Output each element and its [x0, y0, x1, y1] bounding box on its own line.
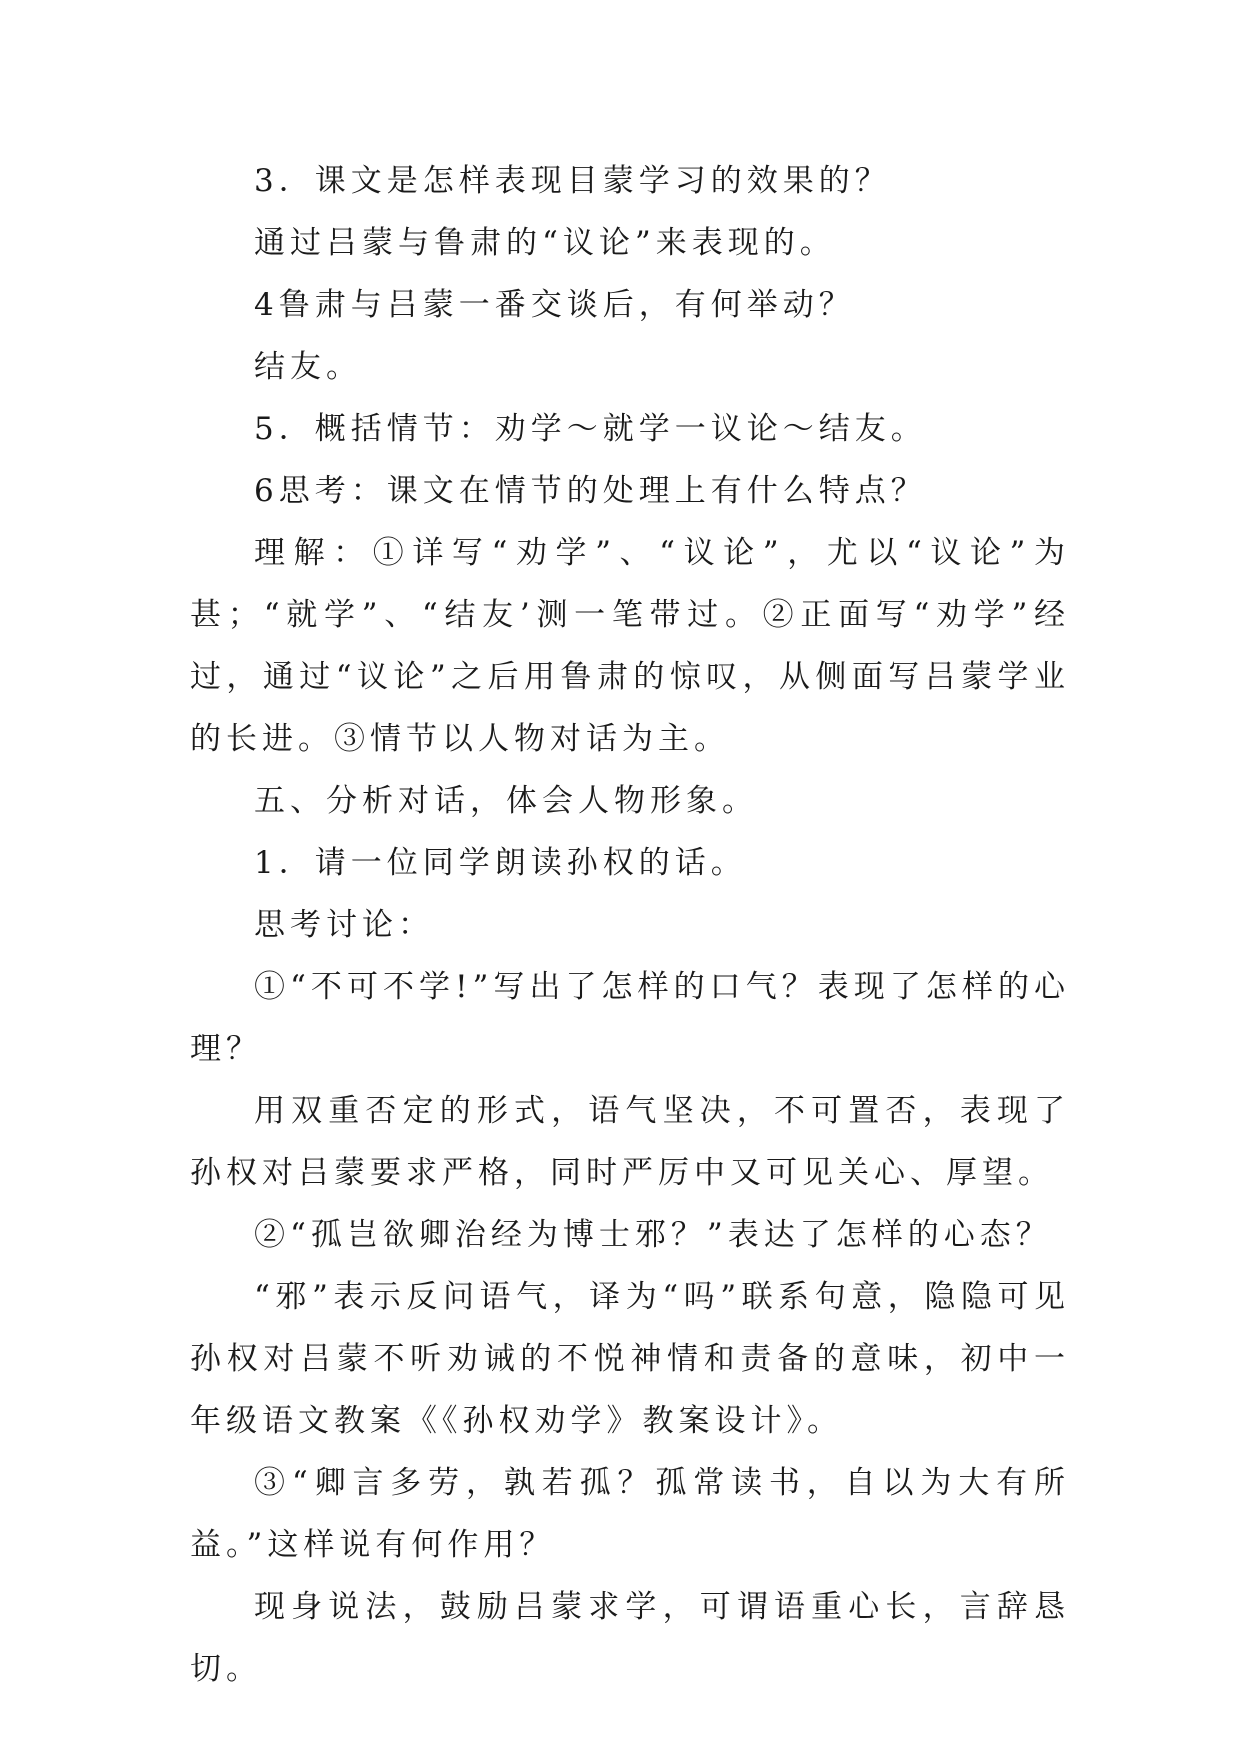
section-5-heading: 五、分析对话，体会人物形象。 [254, 783, 758, 819]
discussion-label: 思考讨论： [254, 907, 434, 943]
discussion-question-1: ①“不可不学!”写出了怎样的口气？表现了怎样的心理？ [190, 969, 1070, 1067]
discussion-answer-2: “邪”表示反问语气，译为“吗”联系句意，隐隐可见孙权对吕蒙不听劝诫的不悦神情和责备的意味，初中一年级语文教案《《孙权劝学》教案设计》。 [190, 1279, 1070, 1439]
document-body [190, 150, 1070, 1700]
answer-4: 结友。 [254, 349, 362, 385]
discussion-question-3: ③“卿言多劳，孰若孤？孤常读书，自以为大有所益。”这样说有何作用？ [190, 1465, 1070, 1563]
discussion-answer-1: 用双重否定的形式，语气坚决，不可置否，表现了孙权对吕蒙要求严格，同时严厉中又可见关心、厚望。 [190, 1093, 1070, 1191]
question-6: 6思考：课文在情节的处理上有什么特点？ [254, 473, 927, 509]
task-1: 1．请一位同学朗读孙权的话。 [254, 845, 747, 881]
answer-3: 通过吕蒙与鲁肃的“议论”来表现的。 [254, 225, 836, 261]
question-4: 4鲁肃与吕蒙一番交谈后，有何举动？ [254, 287, 855, 323]
item-5-summary: 5．概括情节：劝学～就学一议论～结友。 [254, 411, 927, 447]
answer-6: 理解：①详写“劝学”、“议论”，尤以“议论”为甚；“就学”、“结友’测一笔带过。②正面写“劝学”经过，通过“议论”之后用鲁肃的惊叹，从侧面写吕蒙学业的长进。③情节以人物对话为主。 [190, 535, 1070, 757]
question-3: 3．课文是怎样表现目蒙学习的效果的？ [254, 163, 891, 199]
discussion-question-2: ②“孤岂欲卿治经为博士邪？”表达了怎样的心态？ [254, 1217, 1052, 1253]
discussion-answer-3: 现身说法，鼓励吕蒙求学，可谓语重心长，言辞恳切。 [190, 1589, 1070, 1687]
